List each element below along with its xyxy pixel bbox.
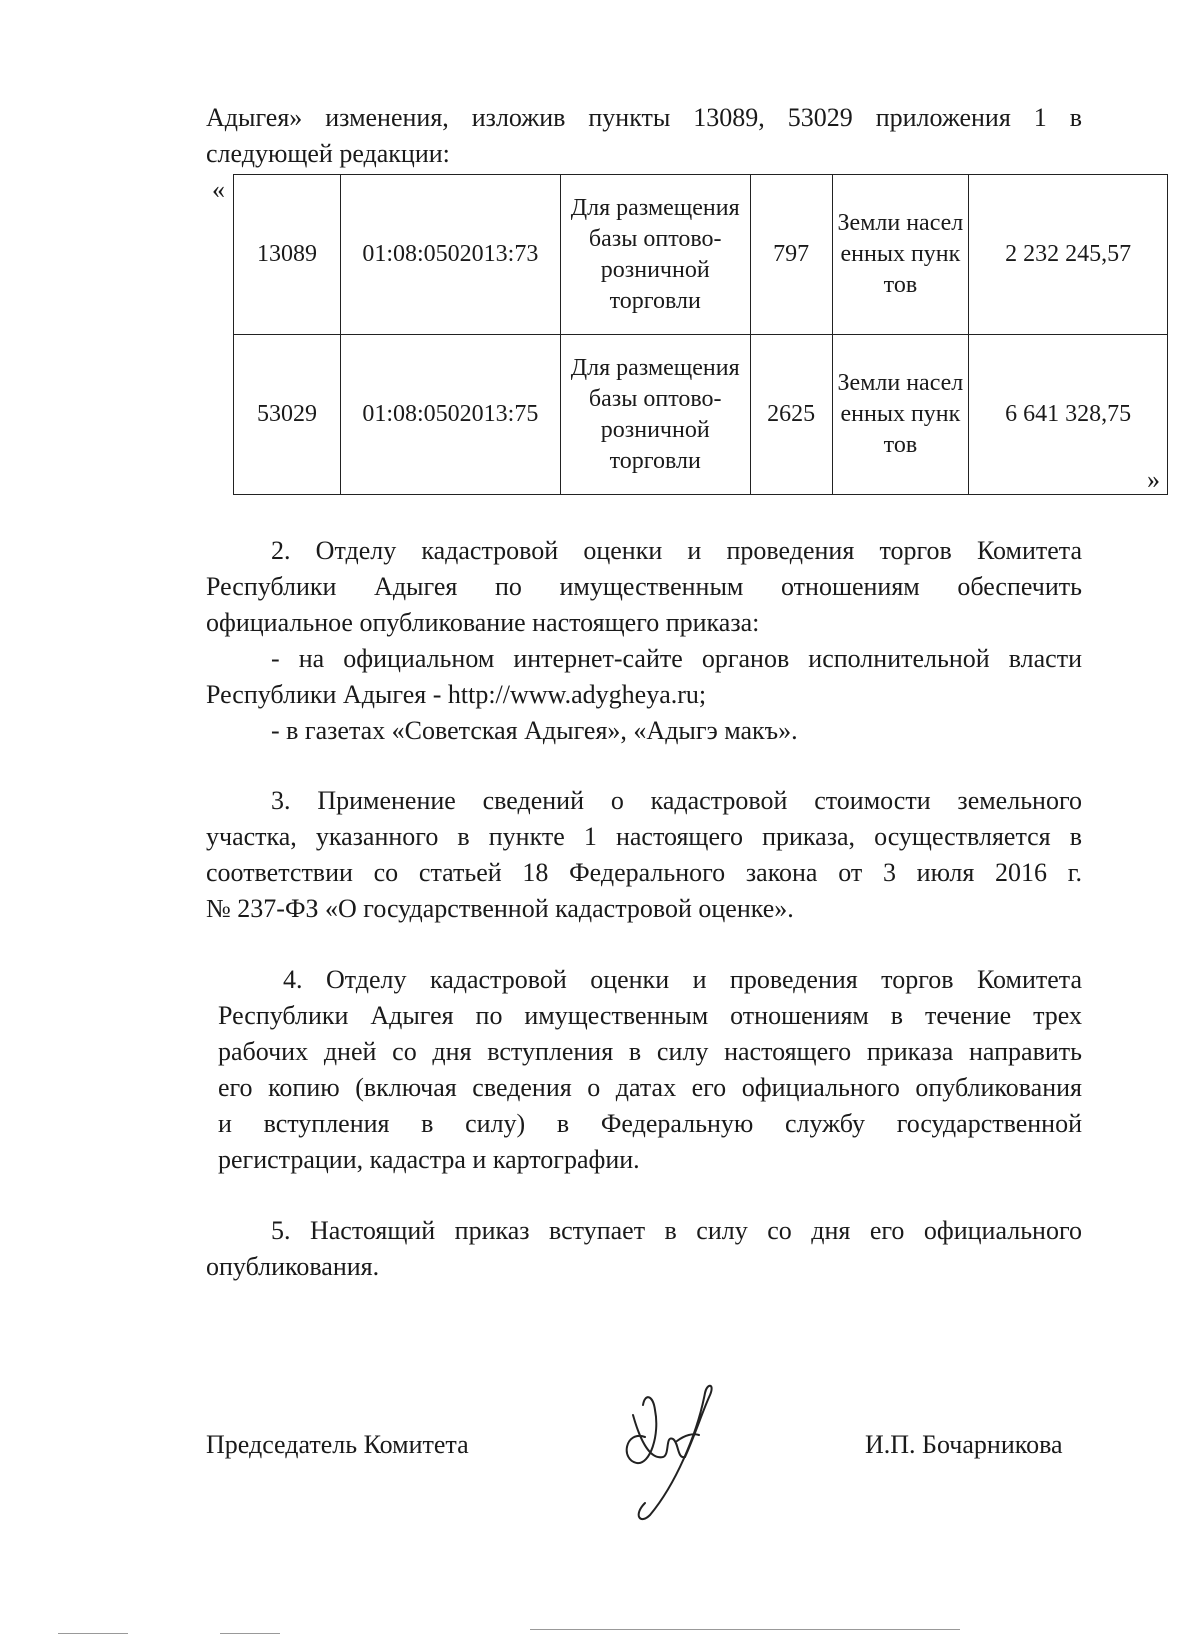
section-2-item-2: - в газетах «Советская Адыгея», «Адыгэ макъ».: [271, 716, 798, 745]
section-2-item-1-line-1: - на официальном интернет-сайте органов исполнительной власти: [271, 644, 1082, 673]
opening-quote: «: [212, 175, 225, 204]
cadastral-number: 01:08:0502013:73: [340, 175, 560, 335]
land-category: Земли населенных пунктов: [832, 175, 969, 335]
section-3-paragraph: [206, 783, 1082, 927]
signatory-name: И.П. Бочарникова: [865, 1430, 1063, 1459]
intro-line-1: Адыгея» изменения, изложив пункты 13089, 53029 приложения 1 в: [206, 103, 1082, 132]
table-row: [234, 175, 1168, 335]
area: 797: [750, 175, 832, 335]
record-number: 13089: [234, 175, 341, 335]
intro-line-2: следующей редакции:: [206, 139, 450, 168]
section-2-paragraph: [206, 533, 1082, 749]
section-2-line-1: 2. Отделу кадастровой оценки и проведения торгов Комитета: [271, 536, 1082, 565]
section-4-line-1: 4. Отделу кадастровой оценки и проведения торгов Комитета: [283, 965, 1082, 994]
section-3-line-1: 3. Применение сведений о кадастровой стоимости земельного: [271, 786, 1082, 815]
section-2-item-1-line-2: Республики Адыгея - http://www.adygheya.ru;: [206, 680, 707, 709]
scan-edge-line: [220, 1633, 280, 1634]
section-2-line-2: Республики Адыгея по имущественным отношениям обеспечить: [206, 572, 1082, 601]
land-category: Земли населенных пунктов: [832, 335, 969, 495]
table-row: [234, 335, 1168, 495]
record-number: 53029: [234, 335, 341, 495]
section-4-line-5: и вступления в силу) в Федеральную службу государственной: [218, 1109, 1082, 1138]
cadastral-value: 6 641 328,75: [969, 335, 1168, 495]
section-2-line-3: официальное опубликование настоящего приказа:: [206, 608, 760, 637]
section-3-line-2: участка, указанного в пункте 1 настоящего приказа, осуществляется в: [206, 822, 1082, 851]
cadastral-value: 2 232 245,57: [969, 175, 1168, 335]
section-5-line-1: 5. Настоящий приказ вступает в силу со дня его официального: [271, 1216, 1082, 1245]
section-4-paragraph: [218, 962, 1082, 1178]
permitted-use: Для размещения базы оптово-розничной торговли: [560, 335, 750, 495]
closing-quote: »: [1147, 465, 1160, 494]
section-5-paragraph: [206, 1213, 1082, 1285]
intro-paragraph: [206, 100, 1082, 172]
section-5-line-2: опубликования.: [206, 1252, 380, 1281]
section-4-line-3: рабочих дней со дня вступления в силу настоящего приказа направить: [218, 1037, 1082, 1066]
scan-edge-line: [530, 1629, 960, 1630]
section-4-line-4: его копию (включая сведения о датах его официального опубликования: [218, 1073, 1082, 1102]
area: 2625: [750, 335, 832, 495]
land-records-table: [233, 174, 1168, 495]
section-4-line-6: регистрации, кадастра и картографии.: [218, 1145, 640, 1174]
handwritten-signature: [615, 1375, 735, 1525]
cadastral-number: 01:08:0502013:75: [340, 335, 560, 495]
section-3-line-4: № 237-ФЗ «О государственной кадастровой оценке».: [206, 894, 794, 923]
section-3-line-3: соответствии со статьей 18 Федерального закона от 3 июля 2016 г.: [206, 858, 1082, 887]
scan-edge-line: [58, 1633, 128, 1634]
permitted-use: Для размещения базы оптово-розничной торговли: [560, 175, 750, 335]
signatory-position: Председатель Комитета: [206, 1430, 469, 1459]
section-4-line-2: Республики Адыгея по имущественным отношениям в течение трех: [218, 1001, 1082, 1030]
